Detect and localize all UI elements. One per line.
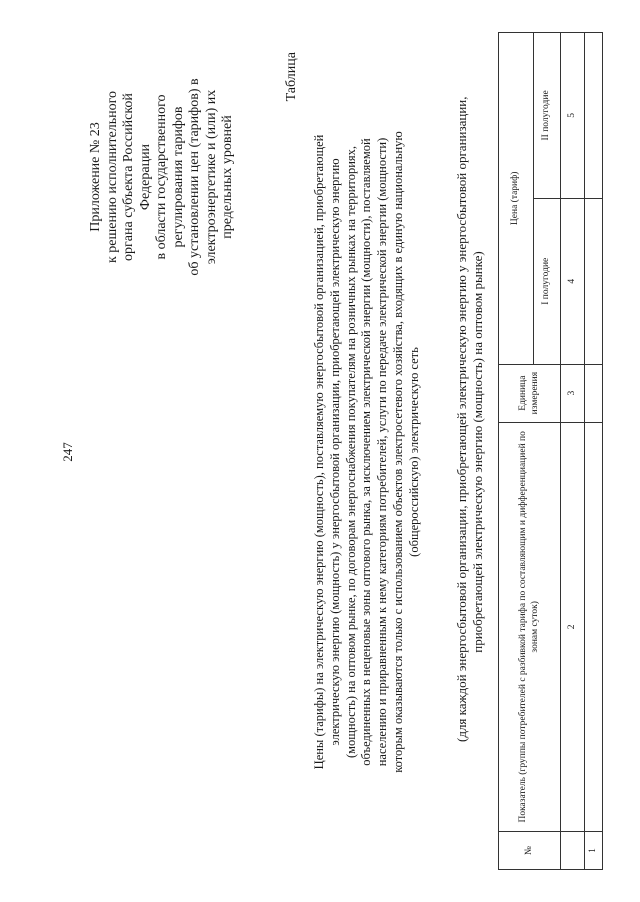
column-number: 3 bbox=[561, 364, 585, 422]
appendix-line: регулирования тарифов bbox=[170, 106, 186, 248]
table-cell bbox=[585, 198, 603, 364]
column-number: 5 bbox=[561, 33, 585, 199]
column-number: 4 bbox=[561, 198, 585, 364]
table-cell: 1 bbox=[585, 832, 603, 870]
appendix-line: об установлении цен (тарифов) в bbox=[187, 78, 202, 276]
tariff-table bbox=[498, 32, 603, 870]
table-row bbox=[585, 33, 603, 870]
column-number-row bbox=[561, 33, 585, 870]
title-line: электрическую энергию (мощность) у энергосбытовой организации, приобретающей электрическую энергию bbox=[327, 158, 342, 746]
title-line: Цены (тарифы) на электрическую энергию (мощность), поставляемую энергосбытовой организацией, приобретающей bbox=[312, 134, 326, 770]
table-label: Таблица bbox=[284, 52, 299, 102]
title-line: объединенных в неценовые зоны оптового рынка, за исключением электрической энергии (мощности), поставляемой bbox=[359, 138, 374, 766]
table-header-row bbox=[499, 33, 534, 870]
title-line: населению и приравненным к нему категориям потребителей, услуги по передаче электрической энергии (мощности) bbox=[375, 137, 390, 767]
table-cell bbox=[585, 33, 603, 199]
title-line: (мощность) на оптовом рынке, по договорам энергоснабжения покупателям на розничных рынках на территориях, bbox=[343, 145, 358, 759]
appendix-line: предельных уровней bbox=[220, 115, 235, 239]
header-half1: I полугодие bbox=[534, 198, 561, 364]
table-cell bbox=[585, 422, 603, 831]
column-number: 2 bbox=[561, 422, 585, 831]
title-line: (общероссийскую) электрическую сеть bbox=[406, 347, 421, 557]
subtitle-line: (для каждой энергосбытовой организации, приобретающей электрическую энергию у энергосбытовой организации, bbox=[454, 96, 469, 742]
appendix-block bbox=[88, 42, 237, 312]
appendix-line: к решению исполнительного bbox=[104, 90, 120, 264]
appendix-line: электроэнергетике и (или) их bbox=[203, 89, 219, 265]
appendix-line: в области государственного bbox=[154, 94, 169, 260]
header-no: № bbox=[499, 832, 561, 870]
appendix-line: Приложение № 23 bbox=[88, 122, 103, 232]
header-half2: II полугодие bbox=[534, 33, 561, 199]
appendix-line: Федерации bbox=[137, 143, 153, 211]
column-number bbox=[561, 832, 585, 870]
title-line: которым оказываются только с использованием объектов электросетевого хозяйства, входящих в единую национальную bbox=[390, 131, 405, 773]
header-unit: Единица измерения bbox=[499, 364, 561, 422]
subtitle-line: приобретающей электрическую энергию (мощность) на оптовом рынке) bbox=[470, 251, 485, 653]
header-indicator: Показатель (группы потребителей с разбивкой тарифа по составляющим и дифференциацией по зонам суток) bbox=[499, 422, 561, 831]
appendix-line: органа субъекта Российской bbox=[121, 93, 136, 261]
header-price: Цена (тариф) bbox=[499, 33, 534, 365]
table-cell bbox=[585, 364, 603, 422]
document-title bbox=[312, 52, 423, 852]
page-number: 247 bbox=[60, 442, 75, 462]
document-subtitle bbox=[454, 96, 486, 742]
